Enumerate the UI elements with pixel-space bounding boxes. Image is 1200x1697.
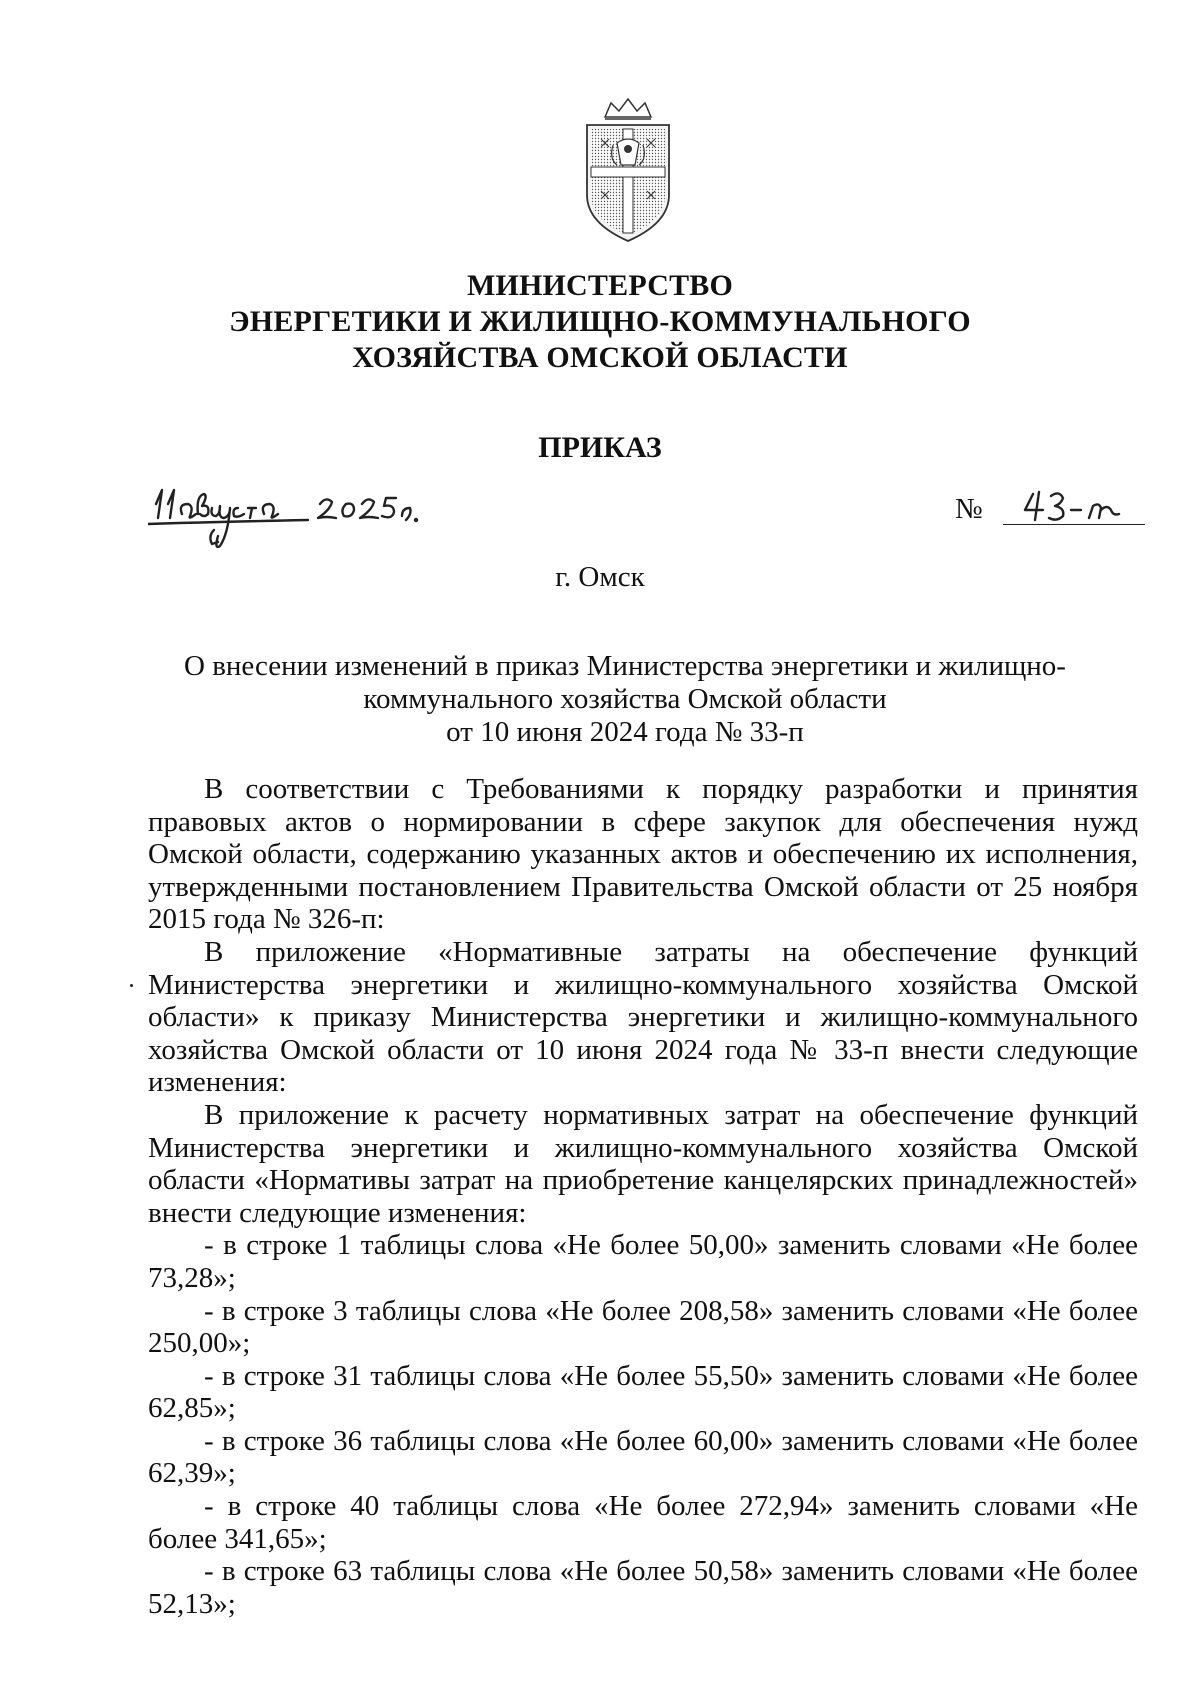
- list-item-row-40: - в строке 40 таблицы слова «Не более 272,94» заменить словами «Не более 341,65»;: [148, 1490, 1138, 1555]
- handwritten-number-glyphs: [1005, 474, 1155, 534]
- order-body: [148, 773, 1138, 1620]
- document-number: [955, 484, 1155, 544]
- subject-line-3: от 10 июня 2024 года № 33-п: [446, 716, 804, 748]
- list-item-row-36: - в строке 36 таблицы слова «Не более 60,00» заменить словами «Не более 62,39»;: [148, 1424, 1138, 1490]
- paragraph-amendment-intro: В приложение «Нормативные затраты на обеспечение функций Министерства энергетики и жилищно-коммунального хозяйства Омской области» к приказу Министерства энергетики и жилищно-коммунального хозяйства Омской области от 10 июня 2024 года № 33-п внести следующие изменения:: [148, 935, 1138, 1099]
- list-item-row-3: - в строке 3 таблицы слова «Не более 208,58» заменить словами «Не более 250,00»;: [148, 1294, 1138, 1360]
- list-item-row-63: - в строке 63 таблицы слова «Не более 50,58» заменить словами «Не более 52,13»;: [148, 1555, 1138, 1620]
- number-sign: №: [955, 493, 983, 525]
- subject-heading: [150, 650, 1100, 749]
- paragraph-appendix-intro: В приложение к расчету нормативных затрат на обеспечение функций Министерства энергетики и жилищно-коммунального хозяйства Омской области «Нормативы затрат на приобретение канцелярских принадлежностей» внести следующие изменения:: [148, 1098, 1138, 1229]
- city-line: г. Омск: [555, 561, 645, 593]
- paragraph-preamble: В соответствии с Требованиями к порядку разработки и принятия правовых актов о нормировании в сфере закупок для обеспечения нужд Омской области, содержанию указанных актов и обеспечению их исполнения, утвержденными постановлением Правительства Омской области от 25 ноября 2015 года № 326-п:: [148, 773, 1138, 936]
- ministry-heading-line-1: МИНИСТЕРСТВО: [466, 269, 734, 302]
- coat-of-arms-icon: [573, 95, 683, 245]
- ministry-heading-line-2: ЭНЕРГЕТИКИ И ЖИЛИЩНО-КОММУНАЛЬНОГО: [229, 305, 971, 338]
- subject-line-2: коммунального хозяйства Омской области: [363, 683, 887, 715]
- subject-line-1: О внесении изменений в приказ Министерства энергетики и жилищно-: [184, 650, 1066, 682]
- margin-mark: [130, 984, 133, 987]
- document-type: ПРИКАЗ: [538, 431, 662, 464]
- list-item-row-31: - в строке 31 таблицы слова «Не более 55,50» заменить словами «Не более 62,85»;: [148, 1359, 1138, 1425]
- ministry-heading-line-3: ХОЗЯЙСТВА ОМСКОЙ ОБЛАСТИ: [352, 341, 848, 374]
- list-item-row-1: - в строке 1 таблицы слова «Не более 50,00» заменить словами «Не более 73,28»;: [148, 1229, 1138, 1294]
- handwritten-date-glyphs: [148, 474, 478, 564]
- handwritten-date: [148, 474, 478, 564]
- ministry-heading: [150, 268, 1050, 376]
